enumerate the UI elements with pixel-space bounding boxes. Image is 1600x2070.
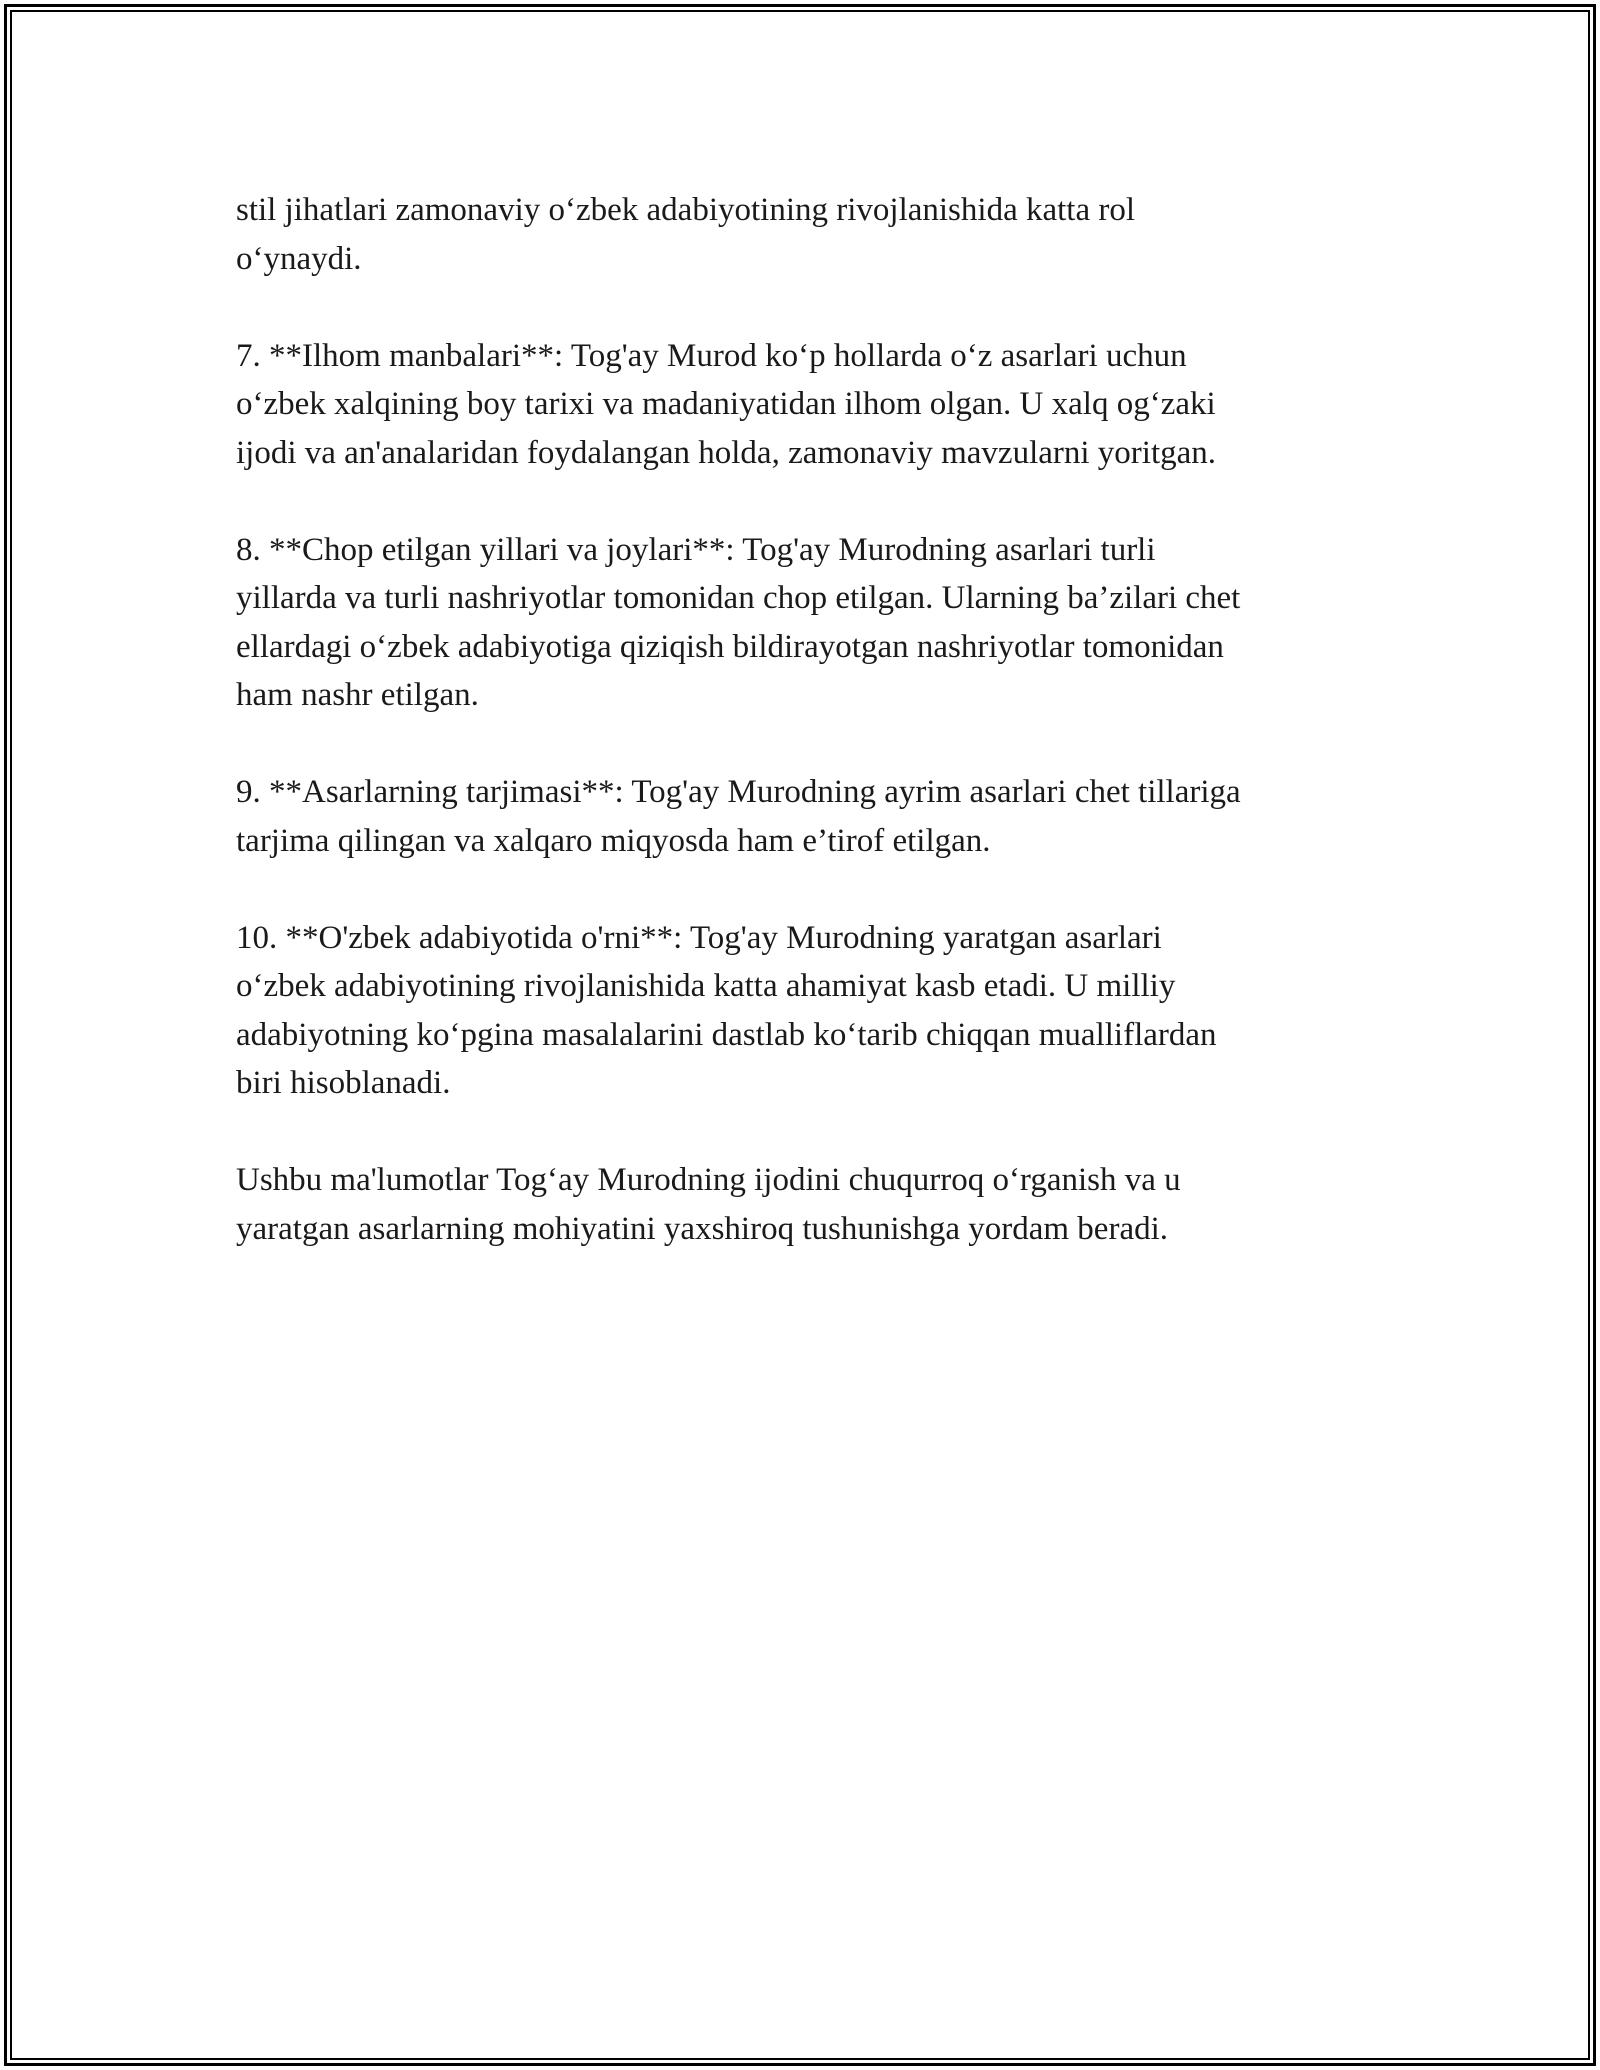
paragraph-item-10: 10. **O'zbek adabiyotida o'rni**: Tog'ay Murodning yaratgan asarlari o‘zbek adabiyotining rivojlanishida katta ahamiyat kasb etadi. U milliy adabiyotning ko‘pgina masalalarini dastlab ko‘tarib chiqqan mualliflardan biri hisoblanadi. (236, 919, 1217, 1101)
paragraph-style-continuation: stil jihatlari zamonaviy o‘zbek adabiyotining rivojlanishida katta rol o‘ynaydi. (236, 192, 1136, 277)
paragraph-item-7: 7. **Ilhom manbalari**: Tog'ay Murod ko‘p hollarda o‘z asarlari uchun o‘zbek xalqining boy tarixi va madaniyatidan ilhom olgan. U xalq og‘zaki ijodi va an'analaridan foydalangan holda, zamonaviy mavzularni yoritgan. (236, 337, 1217, 471)
paragraph-item-9: 9. **Asarlarning tarjimasi**: Tog'ay Murodning ayrim asarlari chet tillariga tarjima qilingan va xalqaro miqyosda ham e’tirof etilgan. (236, 774, 1241, 859)
paragraph-conclusion: Ushbu ma'lumotlar Tog‘ay Murodning ijodini chuqurroq o‘rganish va u yaratgan asarlarning mohiyatini yaxshiroq tushunishga yordam beradi. (236, 1162, 1181, 1247)
document-body (236, 186, 1376, 1302)
paragraph-item-8: 8. **Chop etilgan yillari va joylari**: Tog'ay Murodning asarlari turli yillarda va turli nashriyotlar tomonidan chop etilgan. Ularning ba’zilari chet ellardagi o‘zbek adabiyotiga qiziqish bildirayotgan nashriyotlar tomonidan ham nashr etilgan. (236, 531, 1241, 713)
